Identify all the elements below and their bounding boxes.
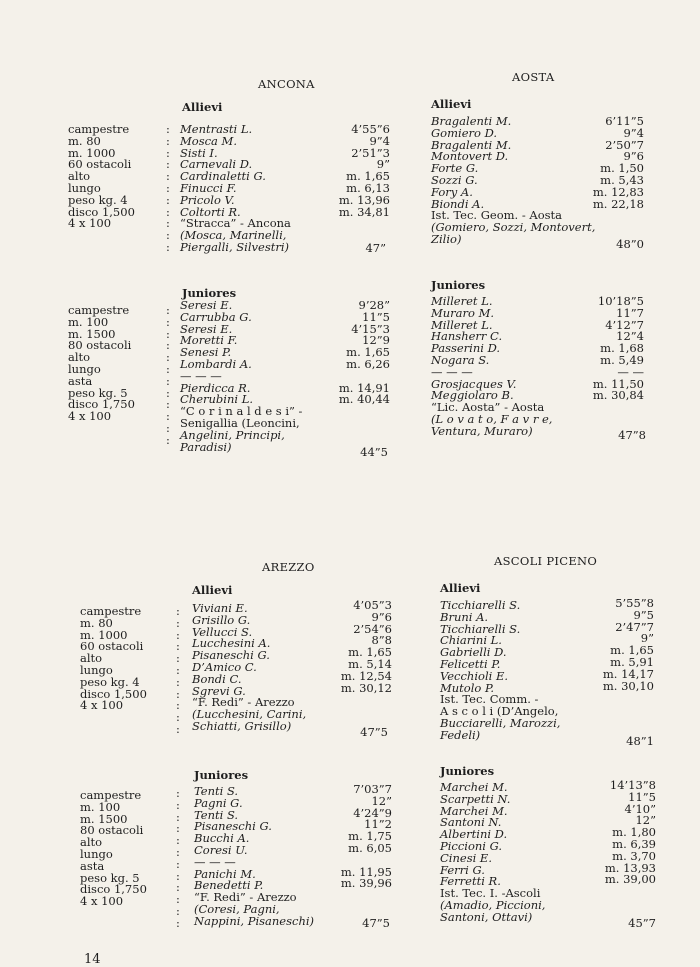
athlete-name: Grisillo G. — [192, 612, 251, 627]
colon: : — [166, 239, 170, 254]
athletes-ascoli-allievi — [440, 600, 610, 742]
event-label: 80 ostacoli — [68, 338, 132, 353]
colon: : — [176, 844, 180, 859]
category-ascoli-juniores: Juniores — [440, 764, 495, 778]
athlete-name: Gomiero D. — [431, 125, 498, 140]
colon: : — [176, 604, 180, 618]
athlete-name: Mentrasti L. — [180, 122, 253, 136]
athletes-arezzo-juniores — [194, 786, 336, 928]
athlete-name: Sgrevi G. — [192, 683, 246, 698]
event-label: m. 1000 — [80, 627, 128, 642]
event-label: alto — [80, 835, 103, 850]
result-value: m. 1,75 — [348, 829, 392, 844]
athlete-name: Ferri G. — [440, 862, 485, 877]
result-value: m. 14,91 — [338, 380, 390, 395]
result-value: 12” — [371, 793, 392, 808]
athlete-name: Scarpetti N. — [440, 791, 511, 806]
result-value: 9” — [376, 157, 390, 172]
colon: : — [176, 809, 180, 824]
result-value: 12”9 — [362, 333, 390, 348]
athlete-name: Marchei M. — [440, 780, 508, 794]
colon: : — [166, 314, 170, 329]
athlete-name: Viviani E. — [192, 601, 248, 615]
events-arezzo-juniores — [80, 790, 147, 908]
team-line: Nappini, Pisaneschi) — [194, 913, 315, 928]
results-ascoli-juniores — [590, 780, 656, 886]
city-heading-ancona: ANCONA — [258, 77, 315, 91]
athlete-name: Grosjacques V. — [431, 376, 517, 391]
athlete-name: Seresi E. — [180, 298, 233, 312]
team-line: Paradisi) — [180, 439, 232, 454]
event-label: asta — [68, 373, 93, 388]
result-value: 9”4 — [369, 133, 390, 148]
colon: : — [166, 373, 170, 388]
colon: : — [166, 303, 170, 317]
team-line: (Mosca, Marinelli, — [180, 228, 287, 243]
athlete-name: Forte G. — [431, 161, 479, 176]
team-line: “Stracca” - Ancona — [180, 216, 291, 231]
team-line: Fedeli) — [440, 727, 481, 742]
result-value: 2’50”7 — [605, 137, 644, 152]
colon: : — [176, 698, 180, 713]
result-value: m. 11,95 — [340, 864, 392, 879]
result-value: 4’55”6 — [351, 122, 390, 136]
athlete-name: Bucchi A. — [194, 831, 250, 846]
event-label: lungo — [80, 846, 113, 861]
colon: : — [166, 145, 170, 160]
events-ancona-allievi — [68, 124, 135, 230]
result-value: 14’13”8 — [609, 778, 656, 792]
team-result: 47”8 — [618, 428, 646, 442]
athlete-name: Passerini D. — [431, 341, 501, 356]
athlete-name: Nogara S. — [431, 352, 490, 367]
colon: : — [176, 892, 180, 907]
result-value: m. 6,05 — [348, 840, 392, 855]
athlete-name: Santoni N. — [440, 815, 502, 830]
category-aosta-allievi: Allievi — [431, 97, 472, 111]
result-value: 2’47”7 — [615, 619, 654, 634]
colon: : — [166, 228, 170, 243]
athletes-ancona-juniores — [180, 300, 330, 453]
result-value: m. 1,68 — [600, 341, 644, 356]
result-value: — — — [617, 364, 644, 379]
event-label: peso kg. 4 — [68, 192, 128, 207]
result-value: m. 5,49 — [600, 352, 644, 367]
result-value: 4’12”7 — [605, 317, 644, 332]
colon: : — [176, 868, 180, 883]
result-value: m. 6,13 — [346, 180, 390, 195]
result-value: m. 30,12 — [340, 680, 392, 695]
colon: : — [176, 821, 180, 836]
result-value: m. 39,96 — [340, 876, 392, 891]
colon: : — [176, 721, 180, 736]
results-ascoli-allievi — [590, 598, 654, 692]
result-value: m. 5,91 — [610, 654, 654, 669]
team-line: (Amadio, Piccioni, — [440, 897, 546, 912]
athlete-name: Sisti I. — [180, 145, 218, 160]
team-line: Senigallia (Leoncini, — [180, 415, 300, 430]
athlete-name: — — — — [180, 368, 222, 383]
result-value: 4’24”9 — [353, 805, 392, 820]
team-result: 47”5 — [362, 916, 390, 930]
city-heading-aosta: AOSTA — [512, 70, 555, 84]
colon: : — [176, 674, 180, 689]
athlete-name: Bruni A. — [440, 609, 489, 624]
page-number: 14 — [84, 952, 101, 967]
result-value: 11”5 — [362, 309, 390, 324]
result-value: m. 39,00 — [604, 872, 656, 887]
category-ascoli-allievi: Allievi — [440, 581, 481, 595]
team-line: Angelini, Principi, — [180, 427, 285, 442]
athlete-name: Pierdicca R. — [180, 380, 251, 395]
team-line: (Coresi, Pagni, — [194, 901, 280, 916]
events-ancona-juniores — [68, 305, 135, 423]
category-aosta-juniores: Juniores — [431, 278, 486, 292]
athlete-name: Hansherr C. — [431, 329, 503, 344]
colons-arezzo-juniores — [176, 788, 180, 930]
team-line: Ist. Tec. Comm. - — [440, 692, 539, 707]
city-heading-ascoli-piceno: ASCOLI PICENO — [494, 554, 598, 568]
event-label: m. 80 — [80, 615, 113, 630]
colon: : — [166, 338, 170, 353]
colon: : — [166, 385, 170, 400]
event-label: 60 ostacoli — [80, 639, 144, 654]
result-value: m. 1,65 — [346, 345, 390, 360]
athlete-name: Tenti S. — [194, 784, 239, 798]
team-line: “Lic. Aosta” - Aosta — [431, 400, 545, 415]
athletes-ascoli-juniores — [440, 782, 610, 924]
result-value: 9’28” — [358, 298, 390, 312]
event-label: peso kg. 4 — [80, 674, 140, 689]
athlete-name: Benedetti P. — [194, 878, 264, 893]
event-label: campestre — [68, 303, 130, 317]
athlete-name: Biondi A. — [431, 196, 485, 211]
events-arezzo-allievi — [80, 606, 147, 712]
colons-ancona-juniores — [166, 305, 170, 447]
results-ancona-juniores — [330, 300, 390, 406]
event-label: m. 1500 — [68, 326, 116, 341]
event-label: lungo — [68, 180, 101, 195]
event-label: alto — [68, 350, 91, 365]
team-result: 47” — [365, 241, 386, 255]
city-heading-arezzo: AREZZO — [262, 560, 315, 574]
athlete-name: Lucchesini A. — [192, 636, 271, 651]
team-line: “F. Redi” - Arezzo — [192, 695, 295, 710]
result-value: 5’55”8 — [615, 596, 654, 610]
category-arezzo-allievi: Allievi — [192, 583, 233, 597]
colon: : — [166, 432, 170, 447]
event-label: campestre — [68, 122, 130, 136]
result-value: 9”5 — [633, 607, 654, 622]
result-value: m. 14,17 — [602, 666, 654, 681]
colon: : — [176, 915, 180, 930]
athlete-name: — — — — [431, 364, 473, 379]
team-line: (Gomiero, Sozzi, Montovert, — [431, 220, 596, 235]
colon: : — [166, 204, 170, 219]
result-value: m. 1,80 — [612, 825, 656, 840]
result-value: m. 3,70 — [612, 848, 656, 863]
team-line: Zilio) — [431, 231, 462, 246]
athlete-name: Chiarini L. — [440, 633, 502, 648]
result-value: m. 30,10 — [602, 678, 654, 693]
result-value: m. 6,26 — [346, 356, 390, 371]
colon: : — [176, 880, 180, 895]
colon: : — [176, 639, 180, 654]
event-label: 4 x 100 — [80, 698, 124, 713]
athlete-name: Pisaneschi G. — [194, 819, 272, 834]
results-arezzo-juniores — [334, 784, 392, 890]
athlete-name: Coltorti R. — [180, 204, 241, 219]
event-label: 4 x 100 — [68, 216, 112, 231]
result-value: 2’54”6 — [353, 621, 392, 636]
category-ancona-juniores: Juniores — [182, 286, 237, 300]
event-label: campestre — [80, 788, 142, 802]
result-value: 9” — [640, 631, 654, 646]
result-value: 12” — [635, 813, 656, 828]
event-label: lungo — [68, 361, 101, 376]
event-label: disco 1,500 — [80, 686, 147, 701]
athlete-name: Cinesi E. — [440, 850, 492, 865]
athlete-name: Muraro M. — [431, 305, 495, 320]
colons-ancona-allievi — [166, 124, 170, 254]
event-label: m. 100 — [80, 799, 121, 814]
team-line: (Lucchesini, Carini, — [192, 707, 307, 722]
team-result: 48”0 — [616, 237, 644, 251]
event-label: asta — [80, 858, 105, 873]
colon: : — [176, 651, 180, 666]
athlete-name: Mosca M. — [180, 133, 237, 148]
event-label: alto — [80, 651, 103, 666]
result-value: m. 34,81 — [338, 204, 390, 219]
team-result: 48”1 — [626, 734, 654, 748]
colon: : — [166, 122, 170, 136]
athlete-name: Pisaneschi G. — [192, 648, 270, 663]
result-value: m. 22,18 — [592, 196, 644, 211]
colon: : — [176, 615, 180, 630]
event-label: 80 ostacoli — [80, 823, 144, 838]
colon: : — [166, 216, 170, 231]
athlete-name: D’Amico C. — [192, 659, 257, 674]
athletes-aosta-juniores — [431, 296, 601, 438]
colon: : — [166, 169, 170, 184]
event-label: alto — [68, 169, 91, 184]
event-label: 60 ostacoli — [68, 157, 132, 172]
category-arezzo-juniores: Juniores — [194, 768, 249, 782]
result-value: m. 13,96 — [338, 192, 390, 207]
result-value: m. 12,83 — [592, 184, 644, 199]
athlete-name: Cherubini L. — [180, 392, 253, 407]
team-line: Ist. Tec. I. -Ascoli — [440, 886, 541, 901]
athlete-name: Tenti S. — [194, 807, 239, 822]
colon: : — [176, 662, 180, 677]
result-value: 4’15”3 — [351, 321, 390, 336]
athlete-name: Lombardi A. — [180, 356, 252, 371]
athlete-name: Pricolo V. — [180, 192, 235, 207]
team-result: 47”5 — [360, 725, 388, 739]
team-line: Schiatti, Grisillo) — [192, 718, 292, 733]
event-label: 4 x 100 — [80, 894, 124, 909]
athlete-name: Fory A. — [431, 184, 473, 199]
athlete-name: Felicetti P. — [440, 656, 501, 671]
result-value: m. 1,65 — [346, 169, 390, 184]
result-value: m. 40,44 — [338, 392, 390, 407]
athlete-name: Ticchiarelli S. — [440, 598, 521, 612]
team-line: “C o r i n a l d e s i” - — [180, 404, 303, 419]
athletes-arezzo-allievi — [192, 603, 334, 733]
athlete-name: Vellucci S. — [192, 624, 253, 639]
result-value: m. 5,14 — [348, 656, 392, 671]
result-value: 12”4 — [616, 329, 644, 344]
colon: : — [166, 409, 170, 424]
result-value: m. 11,50 — [592, 376, 644, 391]
result-value: m. 6,39 — [612, 836, 656, 851]
colon: : — [166, 361, 170, 376]
athlete-name: Montovert D. — [431, 149, 509, 164]
athlete-name: — — — — [194, 854, 236, 869]
athlete-name: Cardinaletti G. — [180, 169, 266, 184]
athlete-name: Panichi M. — [194, 866, 256, 881]
event-label: campestre — [80, 604, 142, 618]
result-value: m. 13,93 — [604, 860, 656, 875]
result-value: 9”6 — [371, 609, 392, 624]
team-result: 45”7 — [628, 916, 656, 930]
athlete-name: Gabrielli D. — [440, 645, 507, 660]
athlete-name: Albertini D. — [440, 827, 508, 842]
team-line: “F. Redi” - Arezzo — [194, 890, 297, 905]
colon: : — [166, 420, 170, 435]
athlete-name: Milleret L. — [431, 317, 493, 332]
colon: : — [176, 856, 180, 871]
result-value: 6’11”5 — [605, 114, 644, 128]
colon: : — [176, 710, 180, 725]
result-value: 4’05”3 — [353, 598, 392, 612]
result-value: m. 30,84 — [592, 388, 644, 403]
category-ancona-allievi: Allievi — [182, 100, 223, 114]
athlete-name: Sozzi G. — [431, 172, 478, 187]
result-value: m. 1,50 — [600, 161, 644, 176]
colon: : — [166, 157, 170, 172]
athlete-name: Bragalenti M. — [431, 114, 512, 128]
result-value: 10’18”5 — [597, 294, 644, 308]
results-aosta-juniores — [580, 296, 644, 402]
event-label: disco 1,750 — [80, 882, 147, 897]
athlete-name: Ticchiarelli S. — [440, 621, 521, 636]
event-label: 4 x 100 — [68, 409, 112, 424]
athlete-name: Milleret L. — [431, 294, 493, 308]
athlete-name: Ferretti R. — [440, 874, 501, 889]
team-line: A s c o l i (D’Angelo, — [440, 704, 559, 719]
event-label: m. 80 — [68, 133, 101, 148]
colon: : — [166, 397, 170, 412]
colon: : — [166, 326, 170, 341]
athletes-aosta-allievi — [431, 116, 601, 246]
team-result: 44”5 — [360, 445, 388, 459]
team-line: Santoni, Ottavi) — [440, 909, 533, 924]
athlete-name: Carnevali D. — [180, 157, 253, 172]
event-label: m. 100 — [68, 314, 109, 329]
colon: : — [176, 627, 180, 642]
athlete-name: Moretti F. — [180, 333, 238, 348]
colon: : — [176, 833, 180, 848]
event-label: m. 1500 — [80, 811, 128, 826]
colon: : — [166, 180, 170, 195]
athlete-name: Piccioni G. — [440, 838, 503, 853]
colons-arezzo-allievi — [176, 606, 180, 736]
team-line: Ist. Tec. Geom. - Aosta — [431, 208, 562, 223]
athlete-name: Marchei M. — [440, 803, 508, 818]
result-value: 11”7 — [616, 305, 644, 320]
result-value: 9”6 — [623, 149, 644, 164]
team-line: Piergalli, Silvestri) — [180, 239, 290, 254]
colon: : — [176, 903, 180, 918]
colon: : — [166, 192, 170, 207]
event-label: disco 1,500 — [68, 204, 135, 219]
team-line: Ventura, Muraro) — [431, 423, 533, 438]
colon: : — [176, 686, 180, 701]
athlete-name: Vecchioli E. — [440, 668, 509, 683]
result-value: m. 1,65 — [348, 645, 392, 660]
colon: : — [176, 786, 180, 800]
athlete-name: Pagni G. — [194, 795, 243, 810]
result-value: 8”8 — [371, 633, 392, 648]
result-value: 11”2 — [364, 817, 392, 832]
colon: : — [176, 797, 180, 812]
result-value: 2’51”3 — [351, 145, 390, 160]
result-value: 7’03”7 — [353, 782, 392, 796]
athlete-name: Bragalenti M. — [431, 137, 512, 152]
athlete-name: Mutolo P. — [440, 680, 495, 695]
event-label: peso kg. 5 — [80, 870, 140, 885]
result-value: m. 1,65 — [610, 643, 654, 658]
team-line: Bucciarelli, Marozzi, — [440, 715, 561, 730]
athlete-name: Coresi U. — [194, 842, 248, 857]
athlete-name: Finucci F. — [180, 180, 237, 195]
athlete-name: Meggiolaro B. — [431, 388, 514, 403]
colon: : — [166, 350, 170, 365]
event-label: m. 1000 — [68, 145, 116, 160]
team-line: (L o v a t o, F a v r e, — [431, 411, 553, 426]
athlete-name: Bondi C. — [192, 671, 242, 686]
result-value: 11”5 — [628, 789, 656, 804]
result-value: m. 12,54 — [340, 668, 392, 683]
athlete-name: Carrubba G. — [180, 309, 252, 324]
results-arezzo-allievi — [334, 600, 392, 694]
event-label: disco 1,750 — [68, 397, 135, 412]
athletes-ancona-allievi — [180, 124, 330, 254]
athlete-name: Senesi P. — [180, 345, 232, 360]
results-aosta-allievi — [580, 116, 644, 210]
athlete-name: Seresi E. — [180, 321, 233, 336]
result-value: m. 5,43 — [600, 172, 644, 187]
colon: : — [166, 133, 170, 148]
event-label: lungo — [80, 662, 113, 677]
event-label: peso kg. 5 — [68, 385, 128, 400]
result-value: 4’10” — [624, 801, 656, 816]
result-value: 9”4 — [623, 125, 644, 140]
results-ancona-allievi — [330, 124, 390, 218]
